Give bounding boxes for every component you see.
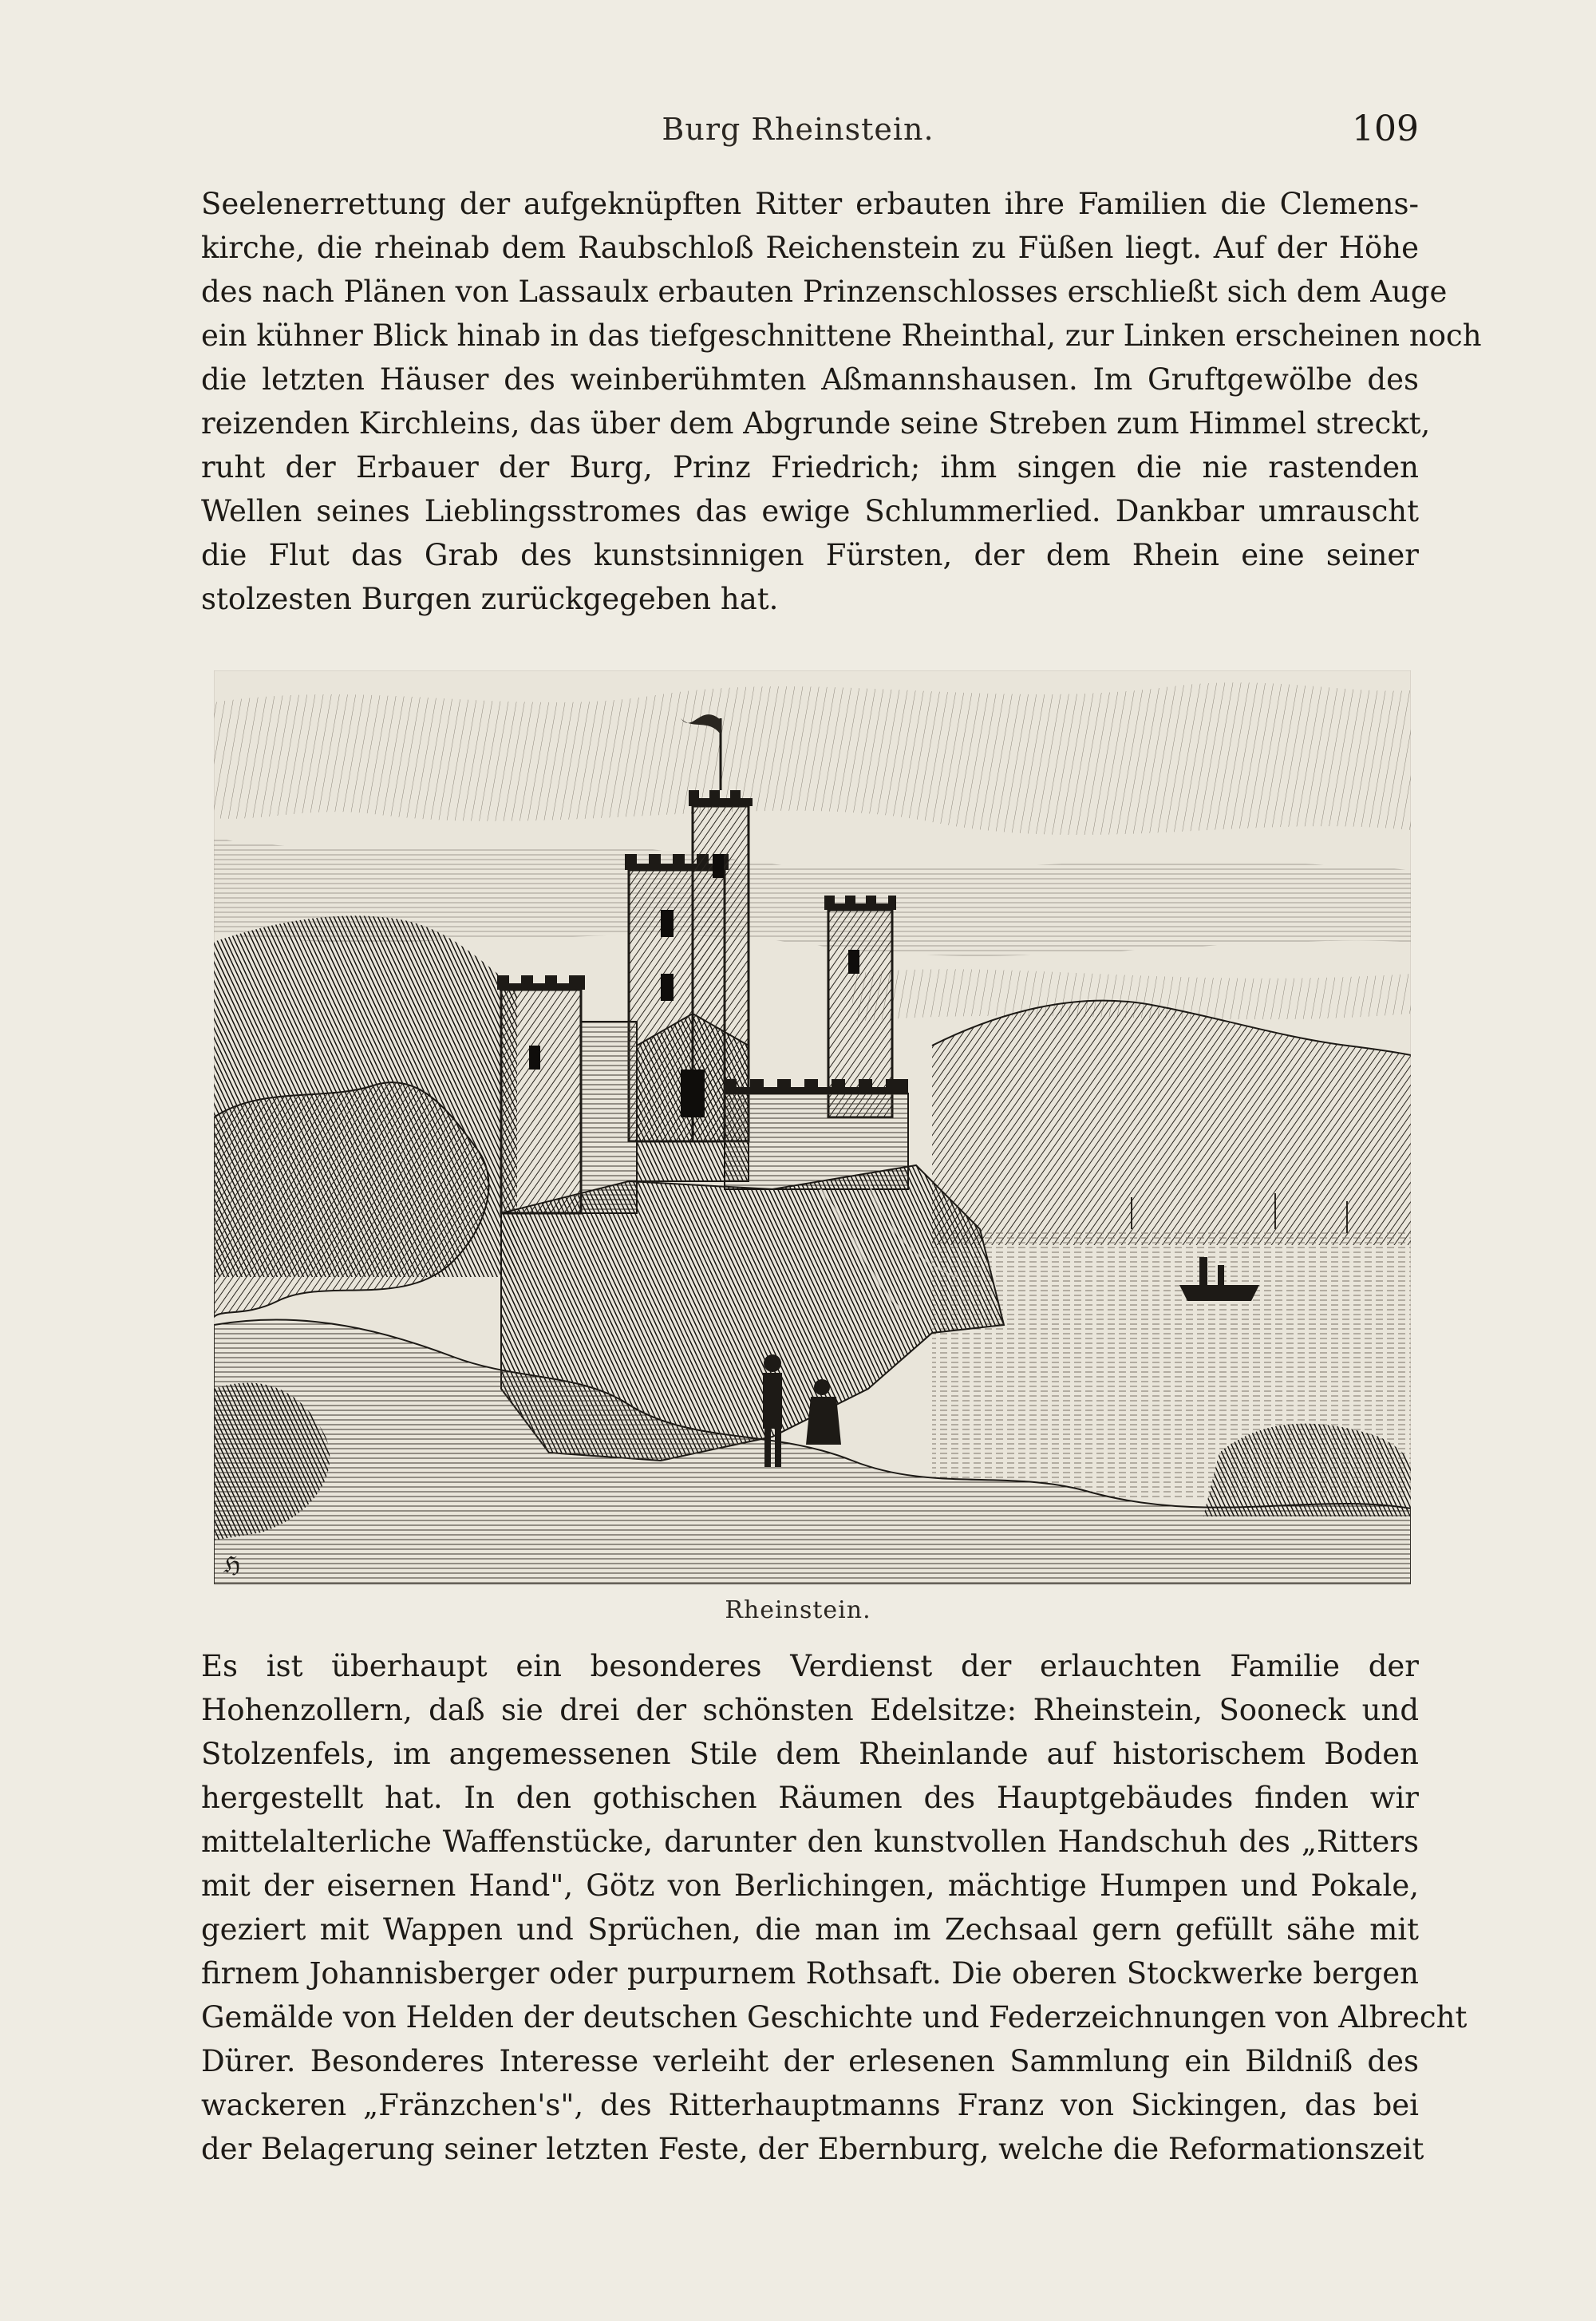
text-line: Stolzenfels, im angemessenen Stile dem Rheinlande auf historischem Boden: [201, 1737, 1419, 1771]
text-line: geziert mit Wappen und Sprüchen, die man im Zechsaal gern gefüllt sähe mit: [201, 1912, 1419, 1947]
text-line: des nach Plänen von Lassaulx erbauten Prinzenschlosses erschließt sich dem Auge: [201, 275, 1448, 309]
text-line: hergestellt hat. In den gothischen Räumen des Hauptgebäudes finden wir: [201, 1781, 1419, 1815]
paragraph-2: [201, 1644, 1468, 2171]
text-line: Es ist überhaupt ein besonderes Verdienst der erlauchten Familie der: [201, 1649, 1419, 1683]
text-line: ruht der Erbauer der Burg, Prinz Friedrich; ihm singen die nie rastenden: [201, 450, 1419, 484]
text-line: firnem Johannisberger oder purpurnem Rothsaft. Die oberen Stockwerke bergen: [201, 1956, 1419, 1991]
text-line: kirche, die rheinab dem Raubschloß Reichenstein zu Füßen liegt. Auf der Höhe: [201, 231, 1419, 265]
text-line: wackeren „Fränzchen's", des Ritterhauptmanns Franz von Sickingen, das bei: [201, 2088, 1419, 2122]
text-line: mit der eisernen Hand", Götz von Berlichingen, mächtige Humpen und Pokale,: [201, 1868, 1419, 1903]
text-line: ein kühner Blick hinab in das tiefgeschnittene Rheinthal, zur Linken erscheinen noch: [201, 318, 1482, 353]
figure-caption: Rheinstein.: [725, 1596, 871, 1624]
text-line: mittelalterliche Waffenstücke, darunter den kunstvollen Handschuh des „Ritters: [201, 1825, 1419, 1859]
text-line: die Flut das Grab des kunstsinnigen Fürsten, der dem Rhein eine seiner: [201, 538, 1419, 572]
text-line: Dürer. Besonderes Interesse verleiht der erlesenen Sammlung ein Bildniß des: [201, 2044, 1419, 2078]
paragraph-1: [201, 182, 1482, 621]
text-line: Hohenzollern, daß sie drei der schönsten Edelsitze: Rheinstein, Sooneck und: [201, 1693, 1419, 1727]
running-head: [0, 109, 1596, 160]
text-line: Seelenerrettung der aufgeknüpften Ritter erbauten ihre Familien die Clemens-: [201, 187, 1419, 221]
engraver-monogram-icon: ℌ: [223, 1552, 241, 1578]
text-line: der Belagerung seiner letzten Feste, der Ebernburg, welche die Reformationszeit: [201, 2132, 1424, 2166]
text-line: reizenden Kirchleins, das über dem Abgrunde seine Streben zum Himmel streckt,: [201, 406, 1431, 441]
engraving-illustration: [214, 670, 1411, 1584]
text-line: Wellen seines Lieblingsstromes das ewige Schlummerlied. Dankbar umrauscht: [201, 494, 1419, 528]
text-line: Gemälde von Helden der deutschen Geschichte und Federzeichnungen von Albrecht: [201, 2000, 1468, 2034]
text-line: stolzesten Burgen zurückgegeben hat.: [201, 582, 779, 616]
castle-engraving: [214, 670, 1411, 1584]
running-title: Burg Rheinstein.: [662, 112, 934, 147]
text-line: die letzten Häuser des weinberühmten Aßmannshausen. Im Gruftgewölbe des: [201, 362, 1419, 397]
page-number: 109: [1352, 109, 1419, 149]
